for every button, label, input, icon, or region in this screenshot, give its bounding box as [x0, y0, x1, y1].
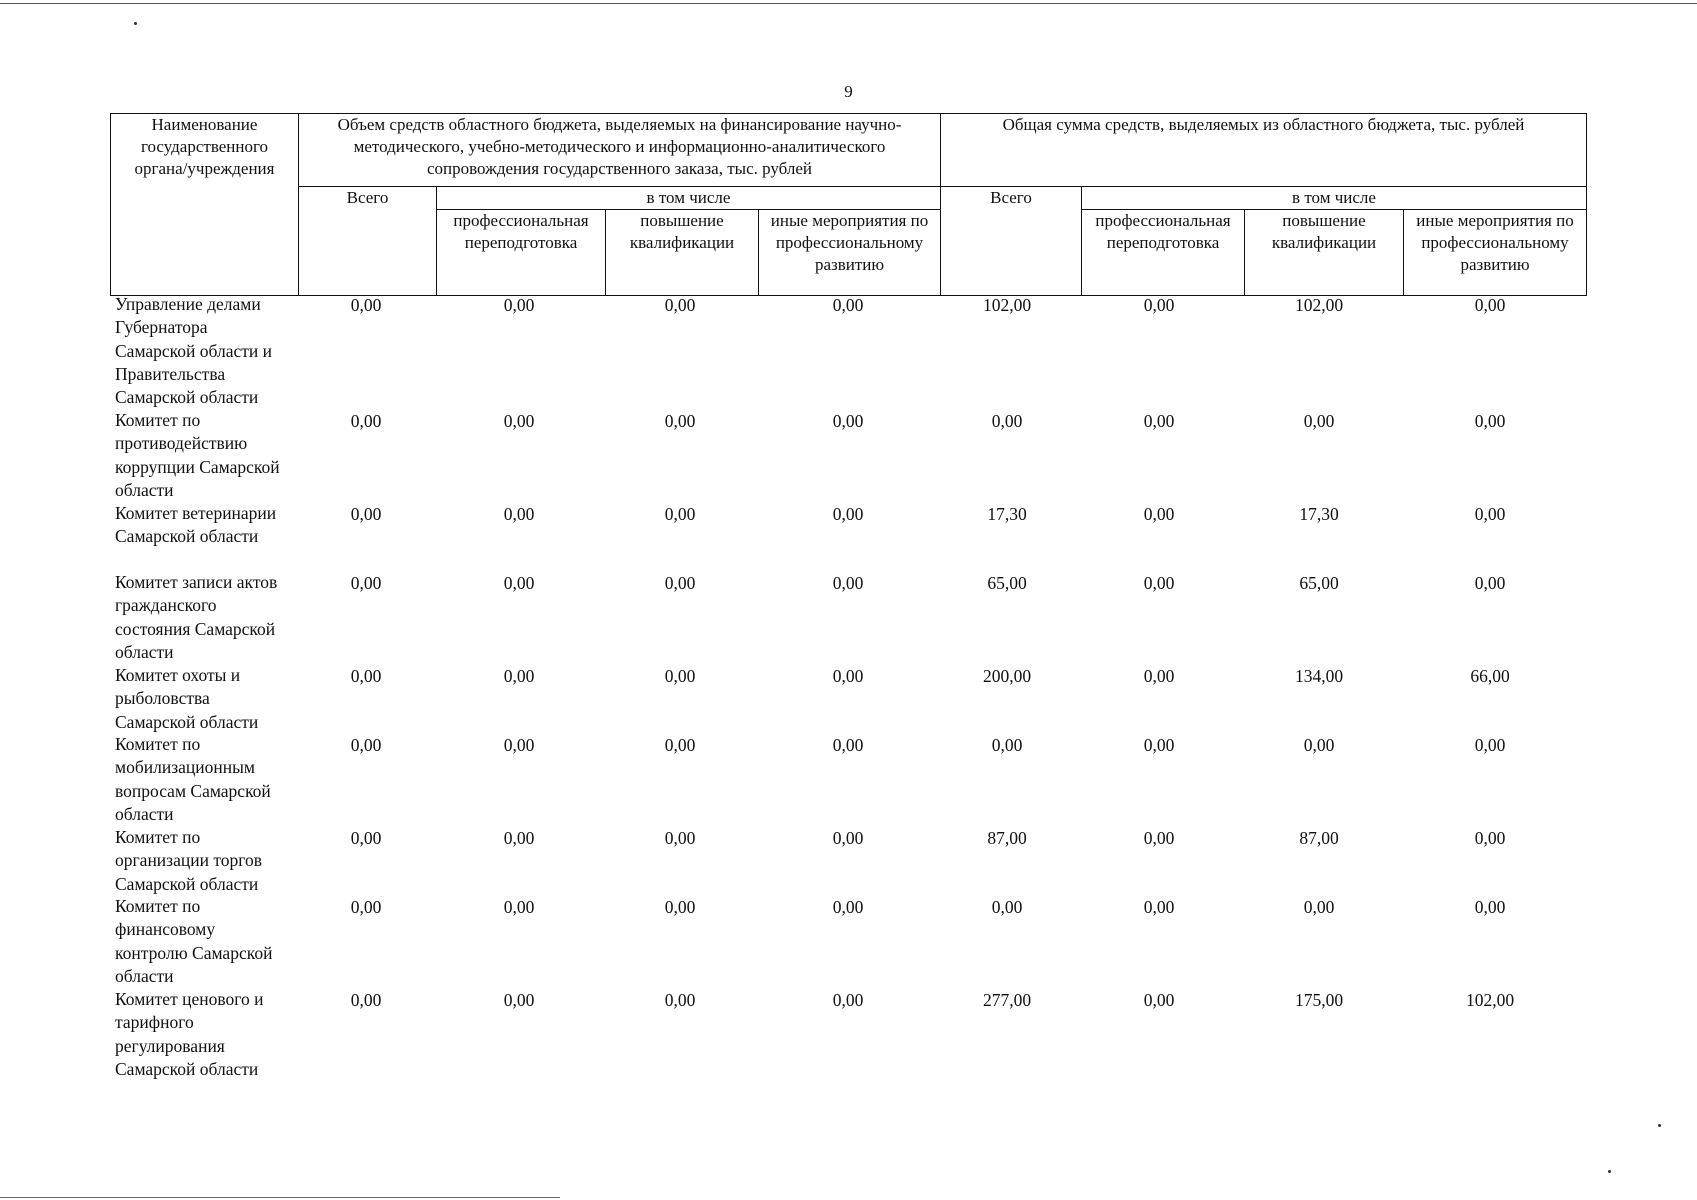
- value-cell: 0,00: [1474, 735, 1506, 755]
- value-cell: 0,00: [1143, 666, 1175, 686]
- value-cell: 0,00: [1143, 735, 1175, 755]
- group2-other-header: иные мероприятия по профессиональному развитию: [1404, 210, 1587, 296]
- scan-speck: [1608, 1170, 1611, 1173]
- value-cell: 0,00: [503, 828, 535, 848]
- value-cell: 0,00: [1143, 573, 1175, 593]
- org-name-cell: Комитет по финансовому контролю Самарской области: [115, 896, 273, 986]
- value-cell: 0,00: [503, 504, 535, 524]
- group2-header: Общая сумма средств, выделяемых из областного бюджета, тыс. рублей: [941, 114, 1587, 187]
- value-cell: 134,00: [1294, 666, 1344, 686]
- value-cell: 0,00: [1474, 573, 1506, 593]
- value-cell: 0,00: [832, 573, 864, 593]
- value-cell: 0,00: [1143, 504, 1175, 524]
- value-cell: 0,00: [832, 666, 864, 686]
- value-cell: 65,00: [987, 573, 1027, 593]
- org-name-cell: Комитет записи актов гражданского состояния Самарской области: [115, 572, 278, 662]
- value-cell: 0,00: [1303, 735, 1335, 755]
- value-cell: 0,00: [350, 990, 382, 1010]
- value-cell: 17,30: [987, 504, 1027, 524]
- page-number: 9: [844, 82, 853, 101]
- org-name-cell: Комитет охоты и рыболовства Самарской области: [115, 665, 259, 732]
- value-cell: 0,00: [503, 295, 535, 315]
- group1-including-header: в том числе: [437, 187, 941, 210]
- value-cell: 0,00: [350, 735, 382, 755]
- value-cell: 0,00: [832, 504, 864, 524]
- value-cell: 0,00: [503, 735, 535, 755]
- scan-speck: [134, 22, 137, 25]
- value-cell: 0,00: [350, 666, 382, 686]
- value-cell: 0,00: [350, 295, 382, 315]
- group1-retraining-header: профессиональная переподготовка: [437, 210, 606, 296]
- value-cell: 0,00: [503, 411, 535, 431]
- value-cell: 0,00: [664, 897, 696, 917]
- value-cell: 0,00: [1474, 504, 1506, 524]
- org-name-cell: Комитет по противодействию коррупции Самарской области: [115, 410, 280, 500]
- scan-speck: [1658, 1124, 1661, 1127]
- value-cell: 102,00: [1294, 295, 1344, 315]
- value-cell: 0,00: [1303, 897, 1335, 917]
- org-name-cell: Комитет ветеринарии Самарской области: [115, 503, 277, 547]
- value-cell: 200,00: [982, 666, 1032, 686]
- value-cell: 102,00: [982, 295, 1032, 315]
- value-cell: 0,00: [350, 897, 382, 917]
- value-cell: 0,00: [1143, 990, 1175, 1010]
- value-cell: 17,30: [1299, 504, 1339, 524]
- group1-total-header: Всего: [299, 187, 437, 296]
- value-cell: 0,00: [991, 897, 1023, 917]
- value-cell: 0,00: [1474, 411, 1506, 431]
- value-cell: 66,00: [1470, 666, 1510, 686]
- scan-top-edge-line: [0, 3, 1697, 4]
- value-cell: 0,00: [832, 897, 864, 917]
- value-cell: 0,00: [1143, 411, 1175, 431]
- value-cell: 0,00: [1474, 295, 1506, 315]
- value-cell: 0,00: [1303, 411, 1335, 431]
- value-cell: 102,00: [1465, 990, 1515, 1010]
- org-name-cell: Комитет по мобилизационным вопросам Самарской области: [115, 734, 271, 824]
- group2-including-header: в том числе: [1082, 187, 1587, 210]
- value-cell: 0,00: [832, 295, 864, 315]
- value-cell: 0,00: [1474, 828, 1506, 848]
- org-name-cell: Комитет ценового и тарифного регулирования Самарской области: [115, 989, 264, 1079]
- value-cell: 0,00: [503, 990, 535, 1010]
- group2-qualification-header: повышение квалификации: [1245, 210, 1404, 296]
- value-cell: 0,00: [1143, 897, 1175, 917]
- value-cell: 0,00: [664, 295, 696, 315]
- value-cell: 0,00: [350, 828, 382, 848]
- value-cell: 0,00: [503, 666, 535, 686]
- value-cell: 0,00: [664, 990, 696, 1010]
- value-cell: 0,00: [832, 411, 864, 431]
- value-cell: 0,00: [832, 735, 864, 755]
- group2-total-header: Всего: [941, 187, 1082, 296]
- value-cell: 0,00: [503, 897, 535, 917]
- group2-retraining-header: профессиональная переподготовка: [1082, 210, 1245, 296]
- org-column-header: Наименование государственного органа/учреждения: [111, 114, 299, 296]
- value-cell: 87,00: [1299, 828, 1339, 848]
- value-cell: 175,00: [1294, 990, 1344, 1010]
- value-cell: 0,00: [664, 573, 696, 593]
- value-cell: 0,00: [350, 573, 382, 593]
- value-cell: 0,00: [503, 573, 535, 593]
- value-cell: 0,00: [832, 828, 864, 848]
- value-cell: 0,00: [991, 735, 1023, 755]
- value-cell: 0,00: [664, 828, 696, 848]
- value-cell: 0,00: [664, 666, 696, 686]
- org-name-cell: Управление делами Губернатора Самарской области и Правительства Самарской области: [115, 294, 273, 408]
- org-name-cell: Комитет по организации торгов Самарской области: [115, 827, 262, 894]
- value-cell: 0,00: [1474, 897, 1506, 917]
- value-cell: 0,00: [1143, 828, 1175, 848]
- value-cell: 65,00: [1299, 573, 1339, 593]
- value-cell: 0,00: [664, 504, 696, 524]
- table-header: [110, 113, 1587, 296]
- group1-qualification-header: повышение квалификации: [606, 210, 759, 296]
- value-cell: 277,00: [982, 990, 1032, 1010]
- group1-other-header: иные мероприятия по профессиональному развитию: [759, 210, 941, 296]
- scan-bottom-edge-line: [0, 1197, 560, 1198]
- value-cell: 0,00: [664, 411, 696, 431]
- group1-header: Объем средств областного бюджета, выделяемых на финансирование научно-методического, учебно-методического и информационно-аналитического сопровождения государственного заказа, тыс. рублей: [299, 114, 941, 187]
- value-cell: 0,00: [832, 990, 864, 1010]
- value-cell: 0,00: [664, 735, 696, 755]
- value-cell: 0,00: [1143, 295, 1175, 315]
- value-cell: 0,00: [991, 411, 1023, 431]
- value-cell: 0,00: [350, 504, 382, 524]
- value-cell: 87,00: [987, 828, 1027, 848]
- value-cell: 0,00: [350, 411, 382, 431]
